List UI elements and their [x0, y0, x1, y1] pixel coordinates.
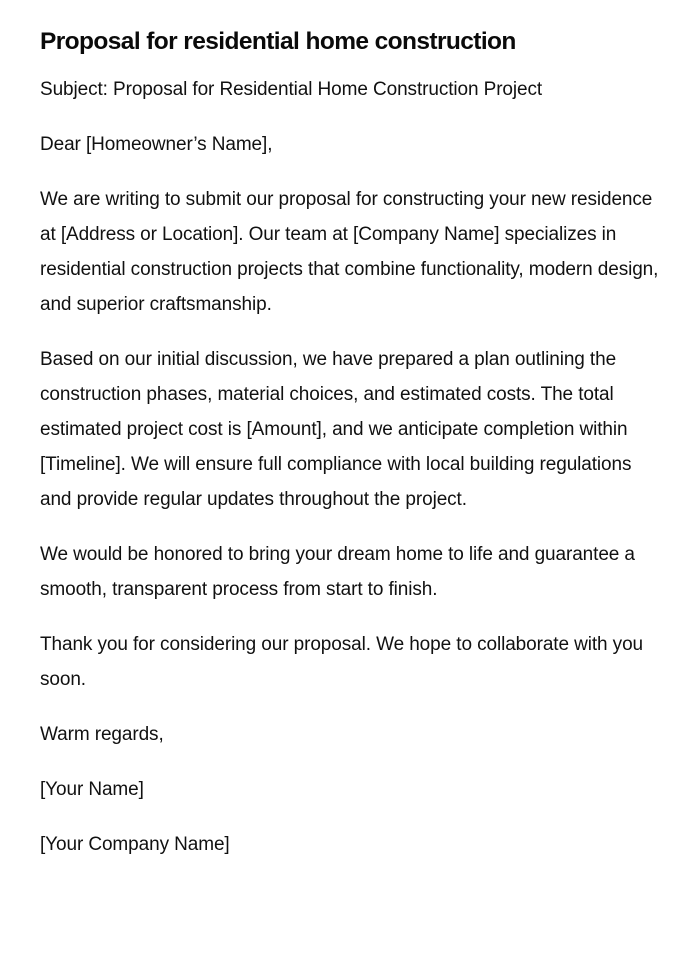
body-paragraph-commitment: We would be honored to bring your dream home to life and guarantee a smooth, transparent process from start to finish. [40, 544, 635, 600]
body-paragraph-intro: We are writing to submit our proposal for constructing your new residence at [Address or Location]. Our team at [Company Name] specializes in residential construction projects that combine functionality, modern design, and superior craftsmanship. [40, 189, 659, 315]
document-title: Proposal for residential home construction [40, 28, 516, 55]
salutation: Dear [Homeowner’s Name], [40, 134, 273, 155]
subject-line: Subject: Proposal for Residential Home Construction Project [40, 79, 543, 100]
signature-name: [Your Name] [40, 779, 144, 800]
signature-company: [Your Company Name] [40, 834, 230, 855]
body-paragraph-thanks: Thank you for considering our proposal. We hope to collaborate with you soon. [40, 634, 644, 690]
closing: Warm regards, [40, 724, 164, 745]
body-paragraph-plan: Based on our initial discussion, we have prepared a plan outlining the construction phases, material choices, and estimated costs. The total estimated project cost is [Amount], and we anticipate completion within [Timeline]. We will ensure full compliance with local building regulations and provide regular updates throughout the project. [40, 349, 632, 510]
